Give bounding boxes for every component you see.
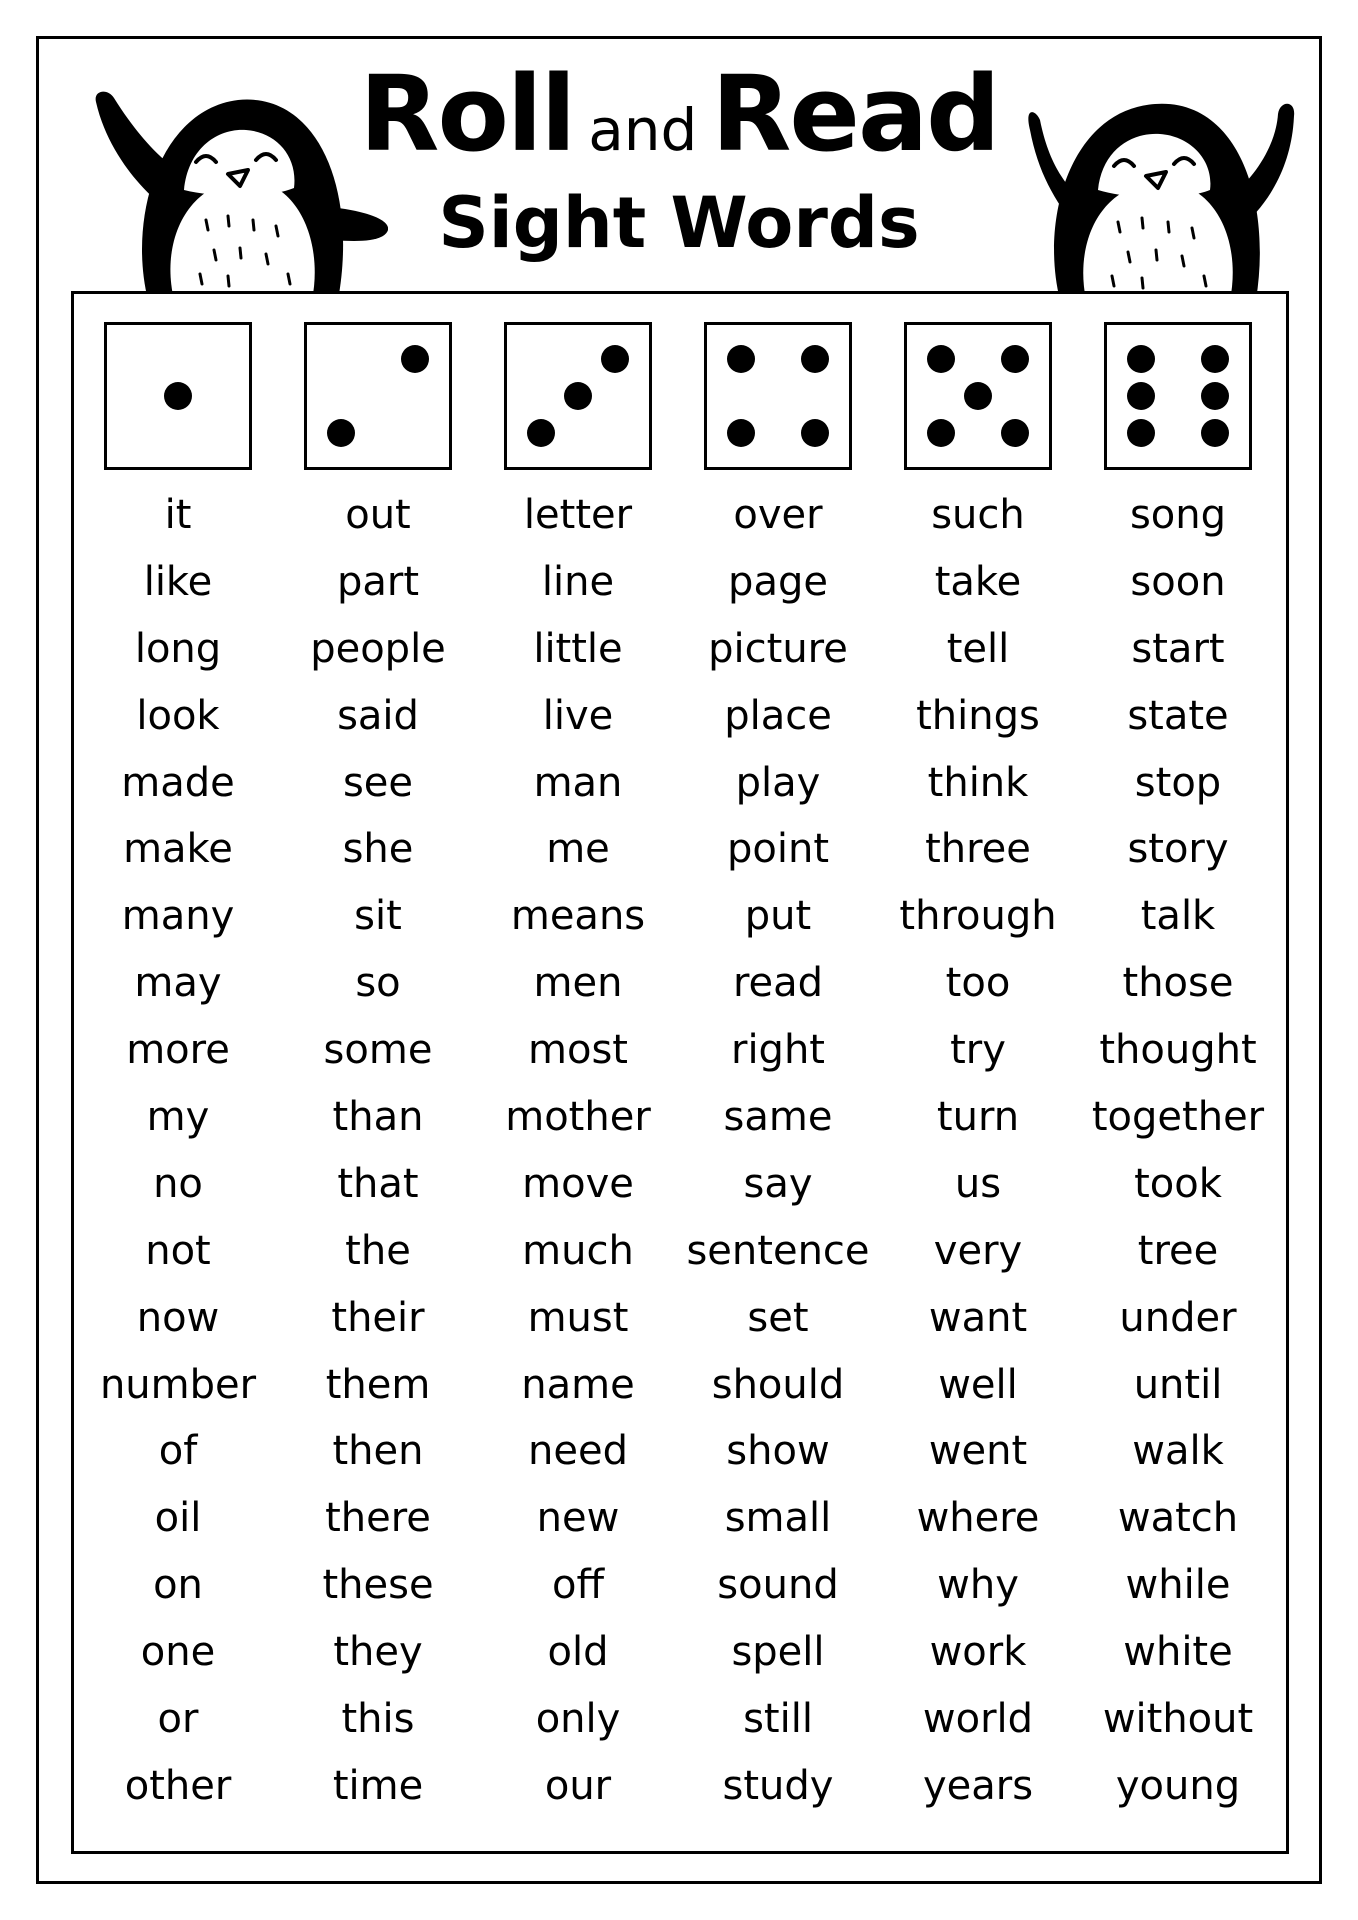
sight-word: together — [1091, 1094, 1265, 1141]
pip — [1127, 345, 1155, 373]
die-five-icon — [904, 322, 1052, 470]
pip — [1201, 382, 1229, 410]
sight-word: well — [938, 1361, 1018, 1408]
sight-word: our — [544, 1762, 612, 1809]
sight-word: stop — [1134, 759, 1222, 806]
sight-word: while — [1125, 1562, 1231, 1609]
sight-word: one — [140, 1629, 216, 1676]
sight-word: why — [937, 1562, 1019, 1609]
sight-word: this — [341, 1696, 415, 1743]
sight-word: tree — [1137, 1227, 1219, 1274]
sight-word: them — [325, 1361, 431, 1408]
sight-word: through — [899, 893, 1057, 940]
sight-word: not — [145, 1227, 211, 1274]
sight-word: they — [333, 1629, 423, 1676]
sight-word: went — [928, 1428, 1028, 1475]
sight-word: name — [521, 1361, 635, 1408]
sight-word: may — [134, 960, 222, 1007]
sight-word: some — [323, 1027, 433, 1074]
sight-word: young — [1115, 1762, 1241, 1809]
pip — [401, 345, 429, 373]
title-read: Read — [711, 53, 999, 175]
word-column-5 — [878, 487, 1078, 1825]
sight-word: page — [728, 558, 828, 605]
word-column-4 — [678, 487, 878, 1825]
sight-word: more — [126, 1027, 230, 1074]
sight-word: put — [744, 893, 812, 940]
sight-word: means — [510, 893, 646, 940]
sight-word: soon — [1130, 558, 1226, 605]
pip — [564, 382, 592, 410]
page-subtitle: Sight Words — [438, 182, 920, 264]
sight-word: out — [345, 492, 411, 538]
sight-word: without — [1102, 1696, 1254, 1743]
sight-word: walk — [1132, 1428, 1224, 1475]
sight-word: my — [146, 1094, 210, 1141]
sight-word: think — [927, 759, 1029, 806]
sight-word: on — [153, 1562, 203, 1609]
sight-word: took — [1134, 1160, 1222, 1207]
sight-word: work — [929, 1629, 1027, 1676]
word-column-3 — [478, 487, 678, 1825]
die-two-icon — [304, 322, 452, 470]
word-column-1 — [78, 487, 278, 1825]
sight-word: song — [1129, 492, 1227, 538]
sight-word: oil — [154, 1495, 202, 1542]
sight-word: make — [123, 826, 233, 873]
page-title — [0, 53, 1358, 175]
sight-word: watch — [1117, 1495, 1239, 1542]
die-three-icon — [504, 322, 652, 470]
sight-word: us — [954, 1160, 1002, 1207]
sight-word: study — [722, 1762, 834, 1809]
sight-word: tell — [946, 625, 1010, 672]
sight-word: many — [121, 893, 235, 940]
sight-word: so — [355, 960, 401, 1007]
sight-word: too — [945, 960, 1011, 1007]
sight-word: said — [337, 692, 419, 739]
sight-word: still — [743, 1696, 813, 1743]
sight-word: the — [345, 1227, 411, 1274]
sight-word: then — [332, 1428, 424, 1475]
pip — [1001, 345, 1029, 373]
sight-word: play — [735, 759, 821, 806]
sight-word: now — [136, 1294, 220, 1341]
sight-word: live — [542, 692, 614, 739]
pip — [927, 419, 955, 447]
sight-word: white — [1123, 1629, 1233, 1676]
sight-word: or — [157, 1696, 199, 1743]
die-one-icon — [104, 322, 252, 470]
die-six-icon — [1104, 322, 1252, 470]
sight-word: sit — [354, 893, 402, 940]
pip — [927, 345, 955, 373]
sight-word: very — [933, 1227, 1023, 1274]
sight-word: no — [153, 1160, 203, 1207]
sight-word: little — [533, 625, 623, 672]
sight-word: where — [916, 1495, 1040, 1542]
sight-word: take — [934, 558, 1022, 605]
sight-word: other — [124, 1762, 232, 1809]
sight-word: she — [342, 826, 414, 873]
pip — [801, 419, 829, 447]
pip — [727, 419, 755, 447]
pip — [727, 345, 755, 373]
pip — [964, 382, 992, 410]
word-column-2 — [278, 487, 478, 1825]
sight-word: story — [1127, 826, 1229, 873]
sight-word: look — [136, 692, 220, 739]
pip — [327, 419, 355, 447]
pip — [601, 345, 629, 373]
sight-word: it — [164, 492, 192, 538]
sight-word: time — [332, 1762, 424, 1809]
sight-word: world — [922, 1696, 1034, 1743]
sight-word: thought — [1099, 1027, 1257, 1074]
sight-word: there — [325, 1495, 431, 1542]
sight-word: spell — [731, 1629, 825, 1676]
sight-word: long — [134, 625, 222, 672]
sight-word: their — [331, 1294, 425, 1341]
sight-word: need — [528, 1428, 628, 1475]
sight-word: off — [551, 1562, 605, 1609]
sight-word: under — [1119, 1294, 1237, 1341]
title-roll: Roll — [359, 53, 575, 175]
sight-word: move — [522, 1160, 634, 1207]
pip — [1201, 345, 1229, 373]
sight-word: part — [336, 558, 420, 605]
sight-word: than — [332, 1094, 424, 1141]
sight-word: over — [733, 492, 823, 538]
sight-word: only — [535, 1696, 621, 1743]
sight-word: me — [546, 826, 610, 873]
sight-word: point — [726, 826, 829, 873]
sight-word: try — [950, 1027, 1006, 1074]
sight-word: made — [121, 759, 235, 806]
title-and: and — [588, 96, 698, 164]
pip — [1127, 382, 1155, 410]
sight-word: three — [925, 826, 1031, 873]
pip — [1201, 419, 1229, 447]
pip — [1127, 419, 1155, 447]
sight-word: new — [536, 1495, 620, 1542]
sight-word: see — [342, 759, 414, 806]
pip — [164, 382, 192, 410]
sight-word: small — [724, 1495, 832, 1542]
sight-word: such — [931, 492, 1025, 538]
sight-word: like — [143, 558, 213, 605]
sight-word: should — [711, 1361, 845, 1408]
sight-word: talk — [1140, 893, 1216, 940]
sight-word: right — [731, 1027, 825, 1074]
sight-word: of — [158, 1428, 198, 1475]
sight-word: most — [528, 1027, 628, 1074]
sight-word: that — [337, 1160, 419, 1207]
pip — [1001, 419, 1029, 447]
sight-word: want — [928, 1294, 1028, 1341]
sight-word: show — [726, 1428, 830, 1475]
sight-word: set — [747, 1294, 809, 1341]
sight-word: number — [99, 1361, 257, 1408]
sight-word: old — [547, 1629, 609, 1676]
sight-word: turn — [936, 1094, 1020, 1141]
sight-word: until — [1133, 1361, 1223, 1408]
sight-word: must — [527, 1294, 629, 1341]
pip — [801, 345, 829, 373]
sight-word: men — [533, 960, 623, 1007]
die-four-icon — [704, 322, 852, 470]
sight-word: things — [916, 692, 1040, 739]
sight-word: read — [732, 960, 824, 1007]
sight-word: sentence — [686, 1227, 870, 1274]
sight-word: sound — [717, 1562, 839, 1609]
sight-word: those — [1122, 960, 1234, 1007]
sight-word: line — [541, 558, 615, 605]
sight-word: state — [1127, 692, 1229, 739]
sight-word: letter — [523, 492, 633, 538]
sight-word: picture — [708, 625, 848, 672]
sight-word: years — [922, 1762, 1034, 1809]
sight-word: mother — [505, 1094, 651, 1141]
sight-word: start — [1131, 625, 1225, 672]
sight-word: these — [322, 1562, 434, 1609]
sight-word: same — [723, 1094, 833, 1141]
sight-word: say — [743, 1160, 813, 1207]
sight-word: place — [724, 692, 832, 739]
pip — [527, 419, 555, 447]
word-column-6 — [1078, 487, 1278, 1825]
sight-word: people — [310, 625, 446, 672]
sight-word: man — [533, 759, 623, 806]
sight-word: much — [522, 1227, 634, 1274]
